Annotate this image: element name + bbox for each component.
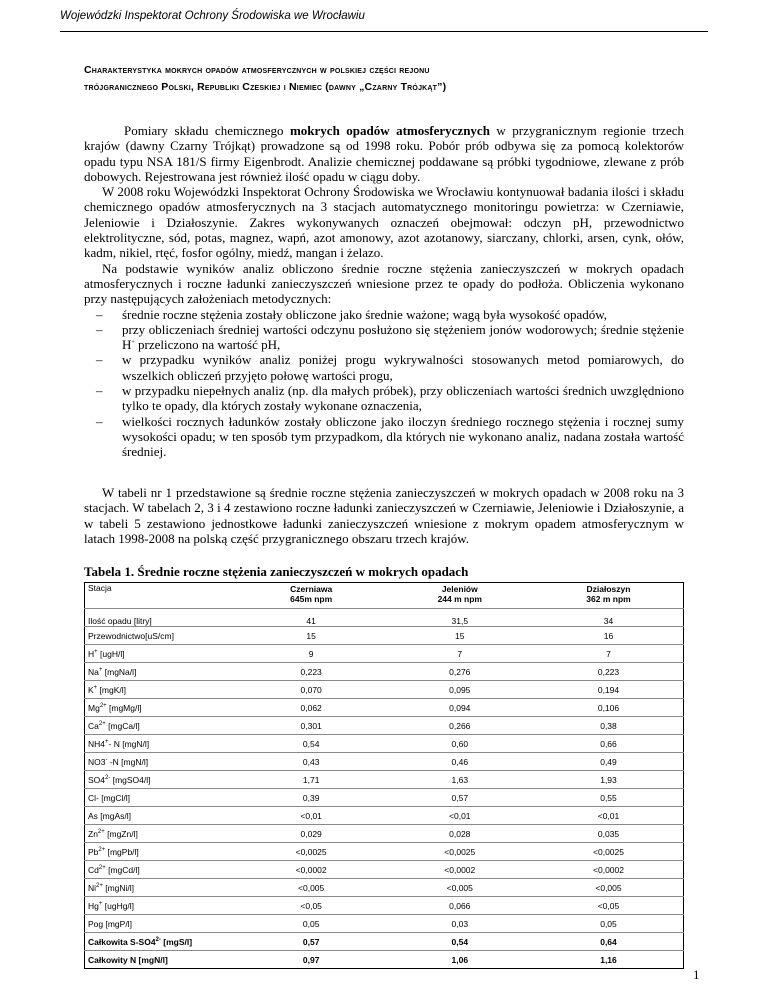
list-item: – w przypadku niepełnych analiz (np. dla małych próbek), przy obliczeniach wartości średnich uwzględniono tylko te opady, dla których zostały wykonane oznaczenia, [96,383,684,414]
row-label [85,789,237,807]
table-cell: 16 [534,627,684,645]
list-item-sup: + [131,339,135,346]
row-label [85,645,237,663]
list-item [96,322,684,353]
row-label-tail: [mgMg/l] [106,702,142,713]
table-cell: <0,0025 [534,843,684,861]
row-label [85,609,237,627]
row-label-text: K [88,684,94,695]
list-item: – średnie roczne stężenia zostały obliczone jako średnie ważone; wagą była wysokość opadów, [96,307,684,322]
row-label [85,663,237,681]
table-cell: 1,63 [386,771,534,789]
row-label-tail: [mgZn/l] [104,828,138,839]
row-label-text: Zn [88,828,98,839]
row-label-tail: [ugH/l] [97,648,125,659]
row-label-text: Ni [88,882,97,893]
paragraph-3: Na podstawie wyników analiz obliczono średnie roczne stężenia zanieczyszczeń w mokrych opadach atmosferycznych i roczne ładunki zanieczyszczeń wniesione przez te opady do podłoża. Obliczenia wykonano przy następujących założeniach metodycznych: [84,260,684,307]
table-cell: 34 [534,609,684,627]
page-number: 1 [693,967,700,982]
table-cell: 0,57 [237,933,386,951]
row-label [85,735,237,753]
table-cell: 15 [386,627,534,645]
table-row [85,807,684,825]
table-cell: <0,0002 [237,861,386,879]
row-label-sup: + [93,684,98,691]
table-cell: <0,05 [534,897,684,915]
row-label [85,843,237,861]
table-cell: 15 [237,627,386,645]
list-item: – w przypadku wyników analiz poniżej progu wykrywalności stosowanych metod pomiarowych, do wszelkich obliczeń przyjęto połowę wartości progu, [96,352,684,383]
table-row [85,879,684,897]
table-cell: 0,05 [237,915,386,933]
paragraph-4: W tabeli nr 1 przedstawione są średnie roczne stężenia zanieczyszczeń w mokrych opadach w 2008 roku na 3 stacjach. W tabelach 2, 3 i 4 zestawiono roczne ładunki zanieczyszczeń w Czerniawie, Jeleniowie i Działoszynie, a w tabeli 5 zestawiono jednostkowe ładunki zanieczyszczeń wniesione z mokrym opadem atmosferycznym w latach 1998-2008 na polską część przygranicznego obszaru trzech krajów. [84,485,684,546]
row-label-sup: + [94,648,98,655]
row-label [85,951,237,969]
table-cell: 0,223 [237,663,386,681]
row-label-sup: 2+ [98,864,106,871]
row-label-tail: [mgNi/l] [102,882,135,893]
row-label-text: NO3 [88,756,106,767]
row-label-sup: 2+ [99,702,107,709]
row-label-text: Mg [88,702,100,713]
row-label-tail: -N [mgN/l] [107,756,149,767]
list-item: – wielkości rocznych ładunków zostały obliczone jako iloczyn średniego rocznego stężenia i rocznej sumy wysokości opadu; w ten sposób tym przypadkom, dla których nie wykonano analiz, nadana została wartość średniej. [96,414,684,460]
table-cell: <0,05 [237,897,386,915]
table-row [85,627,684,645]
row-label-sup: + [98,666,103,673]
table-row [85,825,684,843]
table-row [85,933,684,951]
row-label [85,753,237,771]
table-cell: 0,46 [386,753,534,771]
table-row [85,951,684,969]
table-row [85,753,684,771]
row-label [85,825,237,843]
row-label-text: SO4 [88,774,106,785]
table-cell: <0,01 [237,807,386,825]
document-title-line-1: Charakterystyka mokrych opadów atmosferycznych w polskiej części rejonu [84,64,430,76]
table-row [85,789,684,807]
table-cell: 0,57 [386,789,534,807]
row-label-tail: [mgPb/l] [105,846,139,857]
table-cell: 31,5 [386,609,534,627]
table-cell: 7 [534,645,684,663]
row-label [85,897,237,915]
table-row [85,645,684,663]
paragraph-1 [84,123,684,184]
list-item-tail: przeliczono na wartość pH, [134,337,281,353]
table-cell: 0,095 [386,681,534,699]
table-cell: 0,094 [386,699,534,717]
station-name: Czerniawa [290,584,333,594]
row-label-text: Pb [88,846,99,857]
table-cell: 0,062 [237,699,386,717]
running-header: Wojewódzki Inspektorat Ochrony Środowiska we Wrocławiu [60,10,365,22]
table-cell: <0,0002 [386,861,534,879]
table-cell: <0,01 [534,807,684,825]
table-header-row [85,583,684,609]
row-label-text: Całkowity N [mgN/l] [88,954,168,965]
row-label-text: Ilość opadu [litry] [88,616,152,626]
table-cell: 7 [386,645,534,663]
paragraph-2: W 2008 roku Wojewódzki Inspektorat Ochrony Środowiska we Wrocławiu kontynuował badania ilości i składu chemicznego opadów atmosferycznych na 3 stacjach automatycznego monitoringu powietrza: w Czerniawie, Jeleniowie i Działoszynie. Zakres wykonywanych oznaczeń obejmował: odczyn pH, przewodnictwo elektrolityczne, sód, potas, magnez, wapń, azot amonowy, azot azotanowy, siarczany, chlorki, arsen, cynk, ołów, kadm, nikiel, rtęć, fosfor ogólny, miedź, mangan i żelazo. [84,184,684,261]
station-header-jeleniow [386,583,534,609]
table-cell: 0,43 [237,753,386,771]
table-cell: 41 [237,609,386,627]
table-body [85,609,684,969]
table-cell: 0,035 [534,825,684,843]
station-height: 244 m npm [437,594,482,604]
row-label-text: Ca [88,720,99,731]
paragraph-1-bold: mokrych opadów atmosferycznych [289,123,490,138]
row-label [85,717,237,735]
station-name: Jeleniów [441,584,478,594]
document-title [84,62,684,96]
table-intro-section [84,485,684,546]
table-cell: 1,93 [534,771,684,789]
row-label-tail: [ugHg/l] [102,900,135,911]
row-label-text: Cd [88,864,99,875]
table-row [85,663,684,681]
row-label-sup: 2- [105,774,111,781]
table-row [85,609,684,627]
row-label [85,807,237,825]
table-cell: 0,276 [386,663,534,681]
table-cell: 0,301 [237,717,386,735]
table-cell: 1,16 [534,951,684,969]
list-item-text: przy obliczeniach średniej wartości odczynu posłużono się stężeniem jonów wodorowych; średnie stężenie H [122,321,684,353]
row-label-text: As [mgAs/l] [88,810,131,821]
table-cell: 0,029 [237,825,386,843]
table-cell: 0,60 [386,735,534,753]
row-label-text: Całkowita S-SO4 [88,936,156,947]
row-label-text: Pog [mgP/l] [88,918,132,929]
table-row [85,771,684,789]
table-cell: 0,106 [534,699,684,717]
row-label [85,933,237,951]
table-cell: 0,066 [386,897,534,915]
paragraph-1-text-a: Pomiary składu chemicznego [124,123,290,138]
station-name: Działoszyn [586,584,631,594]
row-label-tail: [mgCa/l] [105,720,140,731]
row-label-sup: + [98,900,103,907]
row-label-text: Na [88,666,99,677]
paragraph-1-text-b: w przygranicznym regionie trzech krajów (dawny Czarny Trójkąt) prowadzone są od 1998 roku. Pobór prób odbywa się za pomocą kolektorów opadu typu NSA 181/S firmy Eigenbrodt. Analizie chemicznej poddawane są próbki tygodniowe, zlewane z prób dobowych. Rejestrowana jest również ilość opadu w ciągu doby. [84,123,684,184]
table-cell: 0,49 [534,753,684,771]
row-label-tail: [mgNa/l] [102,666,137,677]
row-label-sup: 2+ [98,846,106,853]
table-cell: 0,266 [386,717,534,735]
row-label-sup: 2+ [97,828,105,835]
concentration-table [84,582,684,969]
table-cell: 0,64 [534,933,684,951]
row-label-sup: + [105,738,109,745]
table-row [85,735,684,753]
table-cell: <0,0025 [386,843,534,861]
header-divider [60,31,708,32]
table-cell: <0,005 [534,879,684,897]
table-row [85,699,684,717]
table-header-label: Stacja [88,583,112,593]
table-cell: 0,39 [237,789,386,807]
row-label [85,771,237,789]
station-height: 362 m npm [586,594,631,604]
table-cell: 0,54 [386,933,534,951]
table-cell: 0,194 [534,681,684,699]
row-label [85,681,237,699]
row-label [85,879,237,897]
row-label [85,699,237,717]
table-row [85,897,684,915]
table-row [85,915,684,933]
table-cell: 0,54 [237,735,386,753]
table-row [85,717,684,735]
table-cell: 0,38 [534,717,684,735]
table-row [85,861,684,879]
table-cell: <0,0025 [237,843,386,861]
row-label-text: NH4 [88,738,106,749]
row-label-tail: [mgSO4/l] [110,774,151,785]
table-cell: 0,070 [237,681,386,699]
table-row [85,681,684,699]
row-label-tail: [mgCd/l] [105,864,140,875]
table-cell: <0,0002 [534,861,684,879]
table-cell: 1,71 [237,771,386,789]
document-title-line-2: trójgranicznego Polski, Republiki Czeskiej i Niemiec (dawny „Czarny Trójkąt”) [84,81,447,93]
table-cell: <0,005 [237,879,386,897]
row-label-tail: [mgS/l] [160,936,193,947]
row-label [85,861,237,879]
table-cell: 0,05 [534,915,684,933]
intro-section [84,123,684,460]
table-cell: 0,97 [237,951,386,969]
table-cell: 9 [237,645,386,663]
table-cell: 0,66 [534,735,684,753]
row-label-sup: - [105,756,108,763]
station-header-czerniawa [237,583,386,609]
table-cell: 1,06 [386,951,534,969]
row-label-sup: 2+ [96,882,103,889]
row-label-sup: 2- [155,936,161,943]
row-label-tail: [mgK/l] [97,684,126,695]
table-cell: 0,03 [386,915,534,933]
table-cell: <0,01 [386,807,534,825]
row-label [85,627,237,645]
table-cell: <0,005 [386,879,534,897]
row-label-text: Przewodnictwo[uS/cm] [88,630,174,641]
table-cell: 0,55 [534,789,684,807]
row-label-tail: - N [mgN/l] [108,738,150,749]
row-label-sup: 2+ [98,720,106,727]
row-label-text: Hg [88,900,99,911]
method-list [84,307,684,460]
station-header-dzialoszyn [534,583,684,609]
station-height: 645m npm [290,594,333,604]
row-label-text: Cl- [mgCl/l] [88,792,131,803]
table-caption: Tabela 1. Średnie roczne stężenia zanieczyszczeń w mokrych opadach [84,564,469,579]
table-cell: 0,223 [534,663,684,681]
row-label [85,915,237,933]
table-row [85,843,684,861]
row-label-text: H [88,648,95,659]
table-cell: 0,028 [386,825,534,843]
